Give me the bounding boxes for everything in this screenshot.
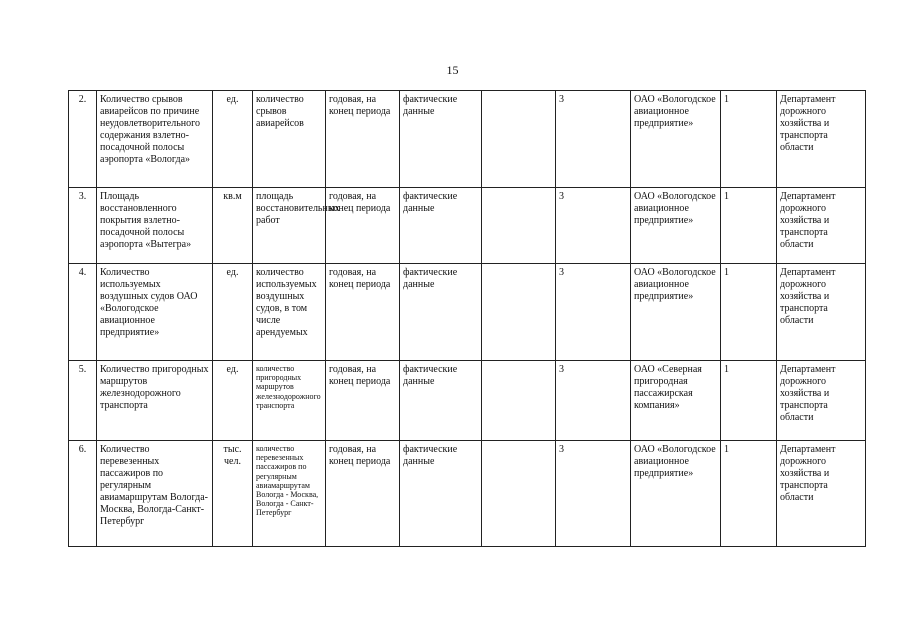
method-cell: фактические данные (400, 264, 482, 361)
code-cell: 3 (556, 188, 631, 264)
periodicity-cell: годовая, на конец периода (326, 441, 400, 547)
table-row (69, 441, 866, 547)
department-cell: Департамент дорожного хозяйства и транспорта области (777, 441, 866, 547)
definition-cell: количество пригородных маршрутов железнодорожного транспорта (253, 361, 326, 441)
organization-cell: ОАО «Вологодское авиационное предприятие» (631, 264, 721, 361)
table-row (69, 91, 866, 188)
row-number: 6. (69, 441, 97, 547)
row-number: 4. (69, 264, 97, 361)
indicator-name: Количество используемых воздушных судов ОАО «Вологодское авиационное предприятие» (97, 264, 213, 361)
unit-cell: кв.м (213, 188, 253, 264)
indicators-table (68, 90, 866, 547)
definition-cell: количество перевезенных пассажиров по регулярным авиамаршрутам Вологда - Москва, Вологда - Санкт-Петербург (253, 441, 326, 547)
empty-cell (482, 264, 556, 361)
empty-cell (482, 91, 556, 188)
organization-cell: ОАО «Вологодское авиационное предприятие» (631, 188, 721, 264)
code-cell: 3 (556, 91, 631, 188)
code-cell: 1 (721, 264, 777, 361)
method-cell: фактические данные (400, 91, 482, 188)
department-cell: Департамент дорожного хозяйства и транспорта области (777, 91, 866, 188)
method-cell: фактические данные (400, 188, 482, 264)
code-cell: 1 (721, 441, 777, 547)
organization-cell: ОАО «Вологодское авиационное предприятие» (631, 441, 721, 547)
definition-cell: количество срывов авиарейсов (253, 91, 326, 188)
unit-cell: ед. (213, 264, 253, 361)
organization-cell: ОАО «Северная пригородная пассажирская компания» (631, 361, 721, 441)
department-cell: Департамент дорожного хозяйства и транспорта области (777, 264, 866, 361)
unit-cell: тыс. чел. (213, 441, 253, 547)
code-cell: 3 (556, 264, 631, 361)
table-row (69, 264, 866, 361)
table-row (69, 361, 866, 441)
department-cell: Департамент дорожного хозяйства и транспорта области (777, 188, 866, 264)
indicator-name: Количество срывов авиарейсов по причине неудовлетворительного содержания взлетно-посадочной полосы аэропорта «Вологда» (97, 91, 213, 188)
periodicity-cell: годовая, на конец периода (326, 264, 400, 361)
code-cell: 3 (556, 361, 631, 441)
periodicity-cell: годовая, на конец периода (326, 188, 400, 264)
periodicity-cell: годовая, на конец периода (326, 91, 400, 188)
empty-cell (482, 441, 556, 547)
table-row (69, 188, 866, 264)
definition-cell: количество используемых воздушных судов, в том числе арендуемых (253, 264, 326, 361)
indicator-name: Количество перевезенных пассажиров по регулярным авиамаршрутам Вологда-Москва, Вологда-Санкт-Петербург (97, 441, 213, 547)
row-number: 3. (69, 188, 97, 264)
definition-cell: площадь восстановительных работ (253, 188, 326, 264)
method-cell: фактические данные (400, 361, 482, 441)
unit-cell: ед. (213, 91, 253, 188)
indicator-name: Количество пригородных маршрутов железнодорожного транспорта (97, 361, 213, 441)
periodicity-cell: годовая, на конец периода (326, 361, 400, 441)
code-cell: 1 (721, 91, 777, 188)
row-number: 2. (69, 91, 97, 188)
code-cell: 3 (556, 441, 631, 547)
empty-cell (482, 361, 556, 441)
indicator-name: Площадь восстановленного покрытия взлетно-посадочной полосы аэропорта «Вытегра» (97, 188, 213, 264)
row-number: 5. (69, 361, 97, 441)
unit-cell: ед. (213, 361, 253, 441)
empty-cell (482, 188, 556, 264)
code-cell: 1 (721, 188, 777, 264)
page-number: 15 (446, 63, 459, 77)
organization-cell: ОАО «Вологодское авиационное предприятие» (631, 91, 721, 188)
code-cell: 1 (721, 361, 777, 441)
department-cell: Департамент дорожного хозяйства и транспорта области (777, 361, 866, 441)
method-cell: фактические данные (400, 441, 482, 547)
